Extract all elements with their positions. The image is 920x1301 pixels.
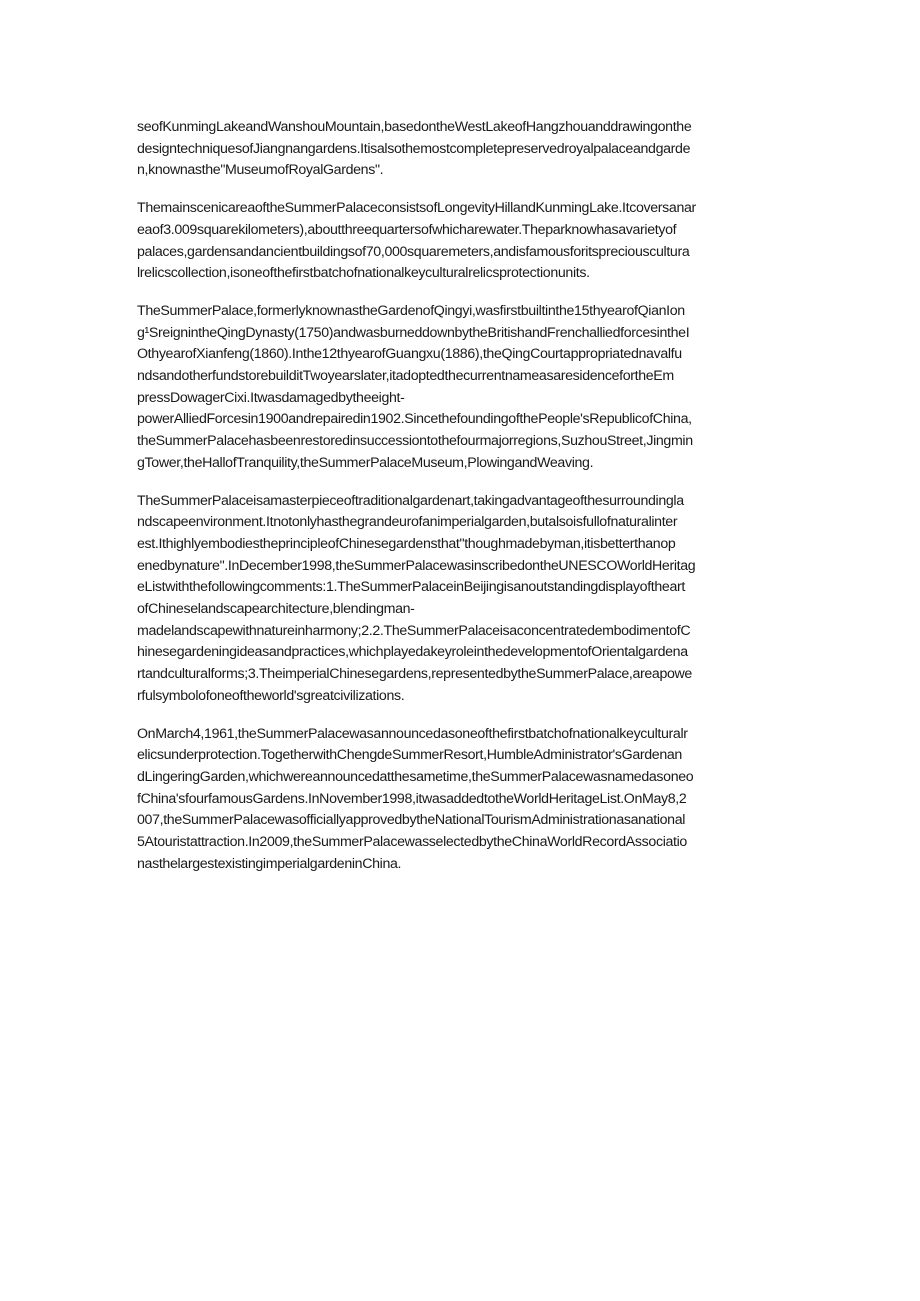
text-line: TheSummerPalace,formerlyknownastheGardenofQingyi,wasfirstbuiltinthe15thyearofQianIon bbox=[137, 302, 685, 319]
text-line: g¹SreignintheQingDynasty(1750)andwasburneddownbytheBritishandFrenchalliedforcesintheI bbox=[137, 324, 690, 341]
text-line: nasthelargestexistingimperialgardeninChina. bbox=[137, 855, 402, 872]
text-line: ofChineselandscapearchitecture,blendingman- bbox=[137, 601, 415, 618]
paragraph-main-scenic-area bbox=[137, 198, 783, 285]
text-line: hinesegardeningideasandpractices,whichplayedakeyroleinthedevelopmentofOrientalgardena bbox=[137, 644, 688, 661]
text-line: eListwiththefollowingcomments:1.TheSummerPalaceinBeijingisanoutstandingdisplayoftheart bbox=[137, 579, 685, 596]
text-line: fChina'sfourfamousGardens.InNovember1998,itwasaddedtotheWorldHeritageList.OnMay8,2 bbox=[137, 790, 687, 807]
text-line: palaces,gardensandancientbuildingsof70,000squaremeters,andisfamousforitspreciouscultura bbox=[137, 243, 690, 260]
text-line: madelandscapewithnatureinharmony;2.2.TheSummerPalaceisaconcentratedembodimentofC bbox=[137, 622, 691, 639]
text-line: rfulsymbolofoneoftheworld'sgreatcivilizations. bbox=[137, 687, 405, 704]
text-line: pressDowagerCixi.Itwasdamagedbytheeight- bbox=[137, 389, 405, 406]
text-line: OnMarch4,1961,theSummerPalacewasannouncedasoneofthefirstbatchofnationalkeyculturalr bbox=[137, 725, 688, 742]
text-line: powerAlliedForcesin1900andrepairedin1902.SincethefoundingofthePeople'sRepublicofChina, bbox=[137, 411, 692, 428]
text-line: ndscapeenvironment.Itnotonlyhasthegrandeurofanimperialgarden,butalsoisfullofnaturalinter bbox=[137, 514, 678, 531]
text-line: elicsunderprotection.TogetherwithChengdeSummerResort,HumbleAdministrator'sGardenan bbox=[137, 747, 682, 764]
text-line: eaof3.009squarekilometers),aboutthreequartersofwhicharewater.Theparknowhasavarietyof bbox=[137, 221, 677, 238]
text-line: est.IthighlyembodiestheprincipleofChinesegardensthat"thoughmadebyman,itisbetterthanop bbox=[137, 535, 676, 552]
text-line: ndsandotherfundstorebuilditTwoyearslater,itadoptedthecurrentnameasaresidencefortheEm bbox=[137, 368, 674, 385]
paragraph-garden-art bbox=[137, 491, 783, 708]
text-line: lrelicscollection,isoneofthefirstbatchofnationalkeyculturalrelicsprotectionunits. bbox=[137, 265, 590, 282]
paragraph-heritage-status bbox=[137, 724, 783, 876]
text-line: 5Atouristattraction.In2009,theSummerPalacewasselectedbytheChinaWorldRecordAssociatio bbox=[137, 834, 687, 851]
paragraph-museum-of-royal-gardens bbox=[137, 117, 783, 182]
text-line: seofKunmingLakeandWanshouMountain,basedontheWestLakeofHangzhouanddrawingonthe bbox=[137, 119, 692, 135]
text-line: 007,theSummerPalacewasofficiallyapprovedbytheNationalTourismAdministrationasanational bbox=[137, 812, 686, 829]
text-line: ThemainscenicareaoftheSummerPalaceconsistsofLongevityHillandKunmingLake.Itcoversanar bbox=[137, 200, 696, 217]
text-line: rtandculturalforms;3.TheimperialChinesegardens,representedbytheSummerPalace,areapowe bbox=[137, 666, 692, 683]
text-line: designtechniquesofJiangnangardens.Itisalsothemostcompletepreservedroyalpalaceandgarde bbox=[137, 140, 691, 157]
text-line: theSummerPalacehasbeenrestoredinsuccessiontothefourmajorregions,SuzhouStreet,Jingmin bbox=[137, 433, 693, 450]
text-line: n,knownasthe"MuseumofRoyalGardens". bbox=[137, 162, 384, 179]
document-body bbox=[137, 117, 783, 892]
text-line: gTower,theHallofTranquility,theSummerPalaceMuseum,PlowingandWeaving. bbox=[137, 454, 594, 471]
paragraph-history bbox=[137, 301, 783, 475]
text-line: dLingeringGarden,whichwereannouncedatthesametime,theSummerPalacewasnamedasoneo bbox=[137, 768, 694, 785]
text-line: OthyearofXianfeng(1860).Inthe12thyearofGuangxu(1886),theQingCourtappropriatednavalfu bbox=[137, 346, 682, 363]
text-line: TheSummerPalaceisamasterpieceoftraditionalgardenart,takingadvantageofthesurroundingla bbox=[137, 492, 684, 509]
text-line: enedbynature".InDecember1998,theSummerPalacewasinscribedontheUNESCOWorldHeritag bbox=[137, 557, 696, 574]
